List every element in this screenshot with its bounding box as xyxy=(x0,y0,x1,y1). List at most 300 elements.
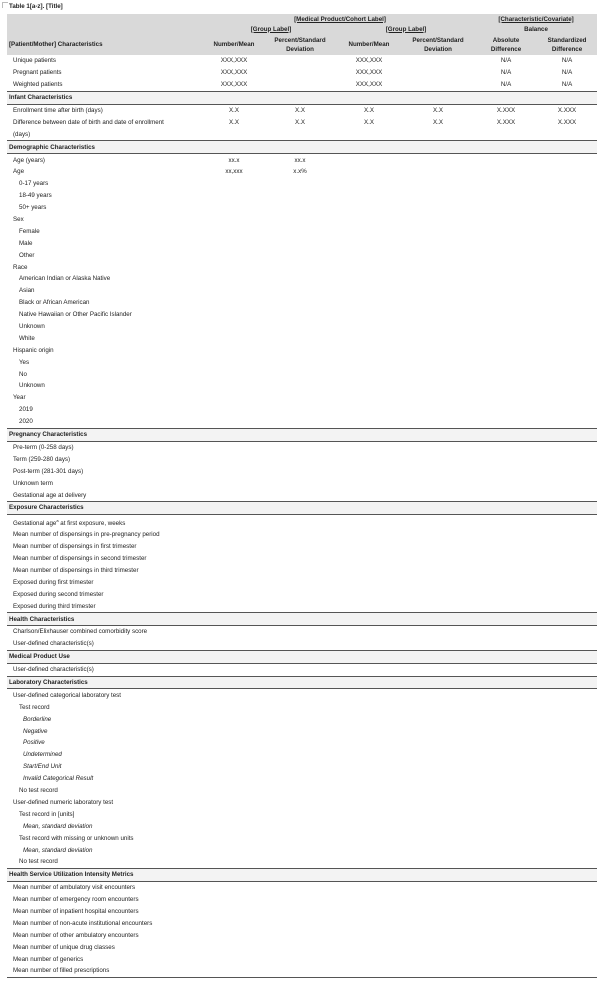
table-row xyxy=(7,965,597,977)
table-row xyxy=(7,725,597,737)
value-cell xyxy=(401,368,475,380)
page-corner-mark xyxy=(2,2,8,8)
table-row xyxy=(7,663,597,676)
value-cell xyxy=(205,453,263,465)
value-cell xyxy=(263,626,337,638)
value-cell xyxy=(337,321,401,333)
value-cell xyxy=(263,285,337,297)
row-label: Mean, standard deviation xyxy=(23,846,93,854)
value-cell xyxy=(537,273,597,285)
value-cell xyxy=(401,128,475,140)
section-title: Health Characteristics xyxy=(7,613,597,626)
value-cell xyxy=(337,881,401,893)
table-header xyxy=(7,14,597,55)
table-row xyxy=(7,953,597,965)
pct-sd-header-1: Percent/Standard Deviation xyxy=(263,34,337,55)
value-cell xyxy=(475,321,537,333)
row-label: Mean number of dispensings in third trimester xyxy=(13,567,139,575)
value-cell xyxy=(475,588,537,600)
value-cell xyxy=(205,965,263,977)
value-cell xyxy=(337,894,401,906)
value-cell xyxy=(475,725,537,737)
value-cell xyxy=(401,249,475,261)
value-cell xyxy=(205,701,263,713)
value-cell xyxy=(205,356,263,368)
value-cell xyxy=(401,202,475,214)
number-mean-header-2: Number/Mean xyxy=(337,34,401,55)
value-cell xyxy=(475,237,537,249)
value-cell xyxy=(337,214,401,226)
table-row xyxy=(7,249,597,261)
value-cell xyxy=(475,953,537,965)
value-cell xyxy=(401,166,475,178)
value-cell xyxy=(263,55,337,67)
table-row xyxy=(7,344,597,356)
value-cell xyxy=(401,600,475,612)
value-cell xyxy=(263,178,337,190)
value-cell: N/A xyxy=(500,81,512,89)
value-cell xyxy=(537,906,597,918)
row-label: Test record xyxy=(19,703,50,711)
value-cell xyxy=(205,297,263,309)
value-cell: X.X xyxy=(229,107,239,114)
value-cell xyxy=(475,344,537,356)
section-title: Exposure Characteristics xyxy=(7,501,597,514)
value-cell xyxy=(205,689,263,701)
value-cell xyxy=(401,553,475,565)
value-cell xyxy=(263,737,337,749)
value-cell xyxy=(401,808,475,820)
value-cell xyxy=(475,626,537,638)
value-cell xyxy=(537,416,597,428)
row-label: User-defined characteristic(s) xyxy=(13,666,94,674)
value-cell: X.XXX xyxy=(557,107,577,114)
value-cell xyxy=(537,588,597,600)
table-row xyxy=(7,820,597,832)
row-label: Test record in [units] xyxy=(19,810,75,818)
value-cell xyxy=(337,725,401,737)
value-cell xyxy=(401,906,475,918)
value-cell xyxy=(475,309,537,321)
value-cell xyxy=(537,190,597,202)
value-cell xyxy=(337,380,401,392)
value-cell xyxy=(205,237,263,249)
table-row xyxy=(7,541,597,553)
row-label: No test record xyxy=(19,787,58,795)
row-label: No xyxy=(19,370,27,378)
value-cell: N/A xyxy=(500,57,512,65)
value-cell xyxy=(401,79,475,91)
value-cell xyxy=(205,761,263,773)
value-cell: XXX,XXX xyxy=(220,81,248,89)
table-row xyxy=(7,489,597,501)
characteristics-table xyxy=(7,14,597,978)
value-cell xyxy=(475,190,537,202)
value-cell xyxy=(401,917,475,929)
value-cell xyxy=(263,489,337,501)
value-cell xyxy=(263,761,337,773)
value-cell xyxy=(205,588,263,600)
table-row xyxy=(7,214,597,226)
row-label: Unknown xyxy=(19,382,45,390)
value-cell xyxy=(263,404,337,416)
row-label: 2020 xyxy=(19,418,33,426)
row-label: Test record with missing or unknown units xyxy=(19,834,134,842)
table-row xyxy=(7,190,597,202)
value-cell xyxy=(205,477,263,489)
table-row xyxy=(7,808,597,820)
value-cell xyxy=(205,309,263,321)
table-row xyxy=(7,154,597,166)
value-cell xyxy=(205,941,263,953)
value-cell xyxy=(475,761,537,773)
value-cell xyxy=(475,178,537,190)
value-cell xyxy=(337,553,401,565)
value-cell xyxy=(475,929,537,941)
value-cell xyxy=(205,529,263,541)
table-row xyxy=(7,832,597,844)
row-label: Exposed during first trimester xyxy=(13,578,94,586)
value-cell xyxy=(537,600,597,612)
table-row xyxy=(7,297,597,309)
value-cell xyxy=(401,941,475,953)
value-cell xyxy=(475,465,537,477)
value-cell xyxy=(263,261,337,273)
value-cell xyxy=(537,565,597,577)
row-label: Mean number of dispensings in pre-pregnancy period xyxy=(13,531,160,539)
value-cell xyxy=(263,906,337,918)
balance-group-header: [Characteristic/Covariate] xyxy=(475,14,597,24)
value-cell xyxy=(205,881,263,893)
value-cell xyxy=(475,576,537,588)
value-cell xyxy=(337,663,401,676)
value-cell xyxy=(537,737,597,749)
value-cell xyxy=(337,856,401,868)
value-cell xyxy=(263,820,337,832)
value-cell xyxy=(401,737,475,749)
value-cell xyxy=(401,761,475,773)
value-cell xyxy=(337,576,401,588)
value-cell xyxy=(475,214,537,226)
value-cell xyxy=(205,380,263,392)
value-cell xyxy=(337,416,401,428)
value-cell: X.XXX xyxy=(496,118,516,126)
value-cell xyxy=(263,190,337,202)
row-label: Exposed during second trimester xyxy=(13,590,104,598)
value-cell xyxy=(401,55,475,67)
row-label: 50+ years xyxy=(19,204,47,212)
value-cell xyxy=(475,154,537,166)
value-cell xyxy=(205,553,263,565)
table-row xyxy=(7,588,597,600)
row-label: Undetermined xyxy=(23,751,62,759)
row-label: Age xyxy=(13,168,25,176)
value-cell xyxy=(537,529,597,541)
value-cell xyxy=(537,344,597,356)
value-cell xyxy=(337,166,401,178)
value-cell xyxy=(263,392,337,404)
value-cell: X.X xyxy=(295,107,305,114)
table-row xyxy=(7,392,597,404)
section-header-row xyxy=(7,676,597,689)
row-label: Mean number of non-acute institutional encounters xyxy=(13,919,153,927)
row-label: Mean number of dispensings in first trimester xyxy=(13,543,137,551)
value-cell xyxy=(475,541,537,553)
value-cell xyxy=(263,332,337,344)
value-cell xyxy=(537,392,597,404)
section-title: Health Service Utilization Intensity Metrics xyxy=(7,868,597,881)
value-cell xyxy=(401,701,475,713)
row-label: Positive xyxy=(23,739,45,747)
table-row xyxy=(7,626,597,638)
row-label: Other xyxy=(19,251,35,259)
row-label: Negative xyxy=(23,727,48,735)
value-cell xyxy=(401,514,475,529)
value-cell: xx,xxx xyxy=(225,168,243,176)
value-cell xyxy=(263,689,337,701)
value-cell xyxy=(537,261,597,273)
value-cell xyxy=(337,453,401,465)
row-label: User-defined numeric laboratory test xyxy=(13,798,114,806)
value-cell xyxy=(475,906,537,918)
value-cell xyxy=(263,514,337,529)
value-cell xyxy=(537,154,597,166)
row-label: Post-term (281-301 days) xyxy=(13,467,84,475)
value-cell xyxy=(475,249,537,261)
table-row xyxy=(7,689,597,701)
value-cell xyxy=(263,663,337,676)
value-cell xyxy=(537,881,597,893)
row-label: Year xyxy=(13,394,26,402)
number-mean-header-1: Number/Mean xyxy=(205,34,263,55)
value-cell xyxy=(205,441,263,453)
table-row xyxy=(7,261,597,273)
value-cell xyxy=(337,689,401,701)
value-cell xyxy=(401,820,475,832)
value-cell xyxy=(401,576,475,588)
value-cell xyxy=(263,749,337,761)
value-cell xyxy=(205,808,263,820)
value-cell xyxy=(401,713,475,725)
value-cell xyxy=(205,368,263,380)
value-cell xyxy=(401,285,475,297)
value-cell: XXX,XXX xyxy=(220,69,248,77)
value-cell xyxy=(337,965,401,977)
value-cell xyxy=(537,309,597,321)
table-row xyxy=(7,844,597,856)
value-cell xyxy=(337,344,401,356)
table-row xyxy=(7,356,597,368)
row-label: Mean, standard deviation xyxy=(23,822,93,830)
value-cell xyxy=(401,894,475,906)
value-cell xyxy=(337,588,401,600)
value-cell xyxy=(337,785,401,797)
value-cell xyxy=(205,416,263,428)
table-row xyxy=(7,404,597,416)
row-label: Charlson/Elixhauser combined comorbidity score xyxy=(13,628,148,636)
value-cell xyxy=(401,404,475,416)
value-cell xyxy=(475,553,537,565)
row-label: Pregnant patients xyxy=(13,69,62,77)
value-cell xyxy=(401,626,475,638)
value-cell xyxy=(337,953,401,965)
value-cell xyxy=(263,881,337,893)
section-header-row xyxy=(7,428,597,441)
value-cell xyxy=(337,626,401,638)
value-cell xyxy=(537,626,597,638)
value-cell xyxy=(263,128,337,140)
value-cell xyxy=(337,202,401,214)
value-cell: X.X xyxy=(364,118,374,126)
row-label: Hispanic origin xyxy=(13,346,54,354)
table-row xyxy=(7,929,597,941)
value-cell xyxy=(537,202,597,214)
value-cell xyxy=(263,67,337,79)
row-label: Mean number of generics xyxy=(13,955,84,963)
value-cell xyxy=(205,894,263,906)
value-cell xyxy=(263,808,337,820)
value-cell xyxy=(263,725,337,737)
value-cell xyxy=(475,881,537,893)
value-cell xyxy=(205,565,263,577)
value-cell: X.X xyxy=(433,118,444,126)
value-cell xyxy=(401,881,475,893)
value-cell xyxy=(337,237,401,249)
value-cell xyxy=(475,273,537,285)
value-cell xyxy=(475,380,537,392)
value-cell xyxy=(337,356,401,368)
value-cell xyxy=(537,965,597,977)
value-cell xyxy=(401,489,475,501)
value-cell xyxy=(537,808,597,820)
value-cell xyxy=(537,832,597,844)
value-cell xyxy=(537,380,597,392)
value-cell xyxy=(475,917,537,929)
value-cell xyxy=(337,713,401,725)
value-cell xyxy=(337,565,401,577)
table-row xyxy=(7,881,597,893)
row-label: Start/End Unit xyxy=(23,763,62,771)
value-cell: xx.x xyxy=(228,156,240,164)
value-cell xyxy=(263,713,337,725)
value-cell xyxy=(205,832,263,844)
value-cell xyxy=(205,663,263,676)
section-title: Demographic Characteristics xyxy=(7,141,597,154)
table-body xyxy=(7,55,597,977)
value-cell xyxy=(537,166,597,178)
value-cell xyxy=(401,785,475,797)
value-cell xyxy=(401,565,475,577)
value-cell xyxy=(337,737,401,749)
value-cell xyxy=(205,725,263,737)
value-cell xyxy=(401,529,475,541)
row-label: Unknown xyxy=(19,323,45,331)
row-label: Borderline xyxy=(23,715,52,723)
value-cell xyxy=(401,309,475,321)
value-cell xyxy=(475,808,537,820)
value-cell xyxy=(263,465,337,477)
value-cell: x.x% xyxy=(293,168,307,176)
value-cell xyxy=(263,214,337,226)
value-cell xyxy=(337,773,401,785)
section-header-row xyxy=(7,91,597,104)
value-cell xyxy=(537,178,597,190)
value-cell: N/A xyxy=(561,57,573,65)
value-cell xyxy=(263,368,337,380)
value-cell xyxy=(475,941,537,953)
header-blank-2 xyxy=(7,24,205,34)
value-cell xyxy=(401,588,475,600)
value-cell xyxy=(401,332,475,344)
value-cell xyxy=(475,965,537,977)
row-label: 0-17 years xyxy=(19,180,49,188)
value-cell xyxy=(205,261,263,273)
value-cell xyxy=(475,844,537,856)
table-row xyxy=(7,273,597,285)
value-cell xyxy=(263,541,337,553)
value-cell xyxy=(337,832,401,844)
value-cell xyxy=(401,261,475,273)
table-row xyxy=(7,128,597,140)
value-cell xyxy=(401,725,475,737)
value-cell xyxy=(263,701,337,713)
value-cell xyxy=(337,465,401,477)
row-label: 2019 xyxy=(19,406,33,414)
value-cell xyxy=(401,380,475,392)
value-cell xyxy=(475,713,537,725)
value-cell xyxy=(475,166,537,178)
value-cell xyxy=(475,392,537,404)
section-header-row xyxy=(7,868,597,881)
value-cell xyxy=(475,529,537,541)
value-cell xyxy=(337,392,401,404)
value-cell xyxy=(537,844,597,856)
value-cell xyxy=(475,332,537,344)
value-cell xyxy=(205,856,263,868)
table-row xyxy=(7,529,597,541)
value-cell xyxy=(475,856,537,868)
value-cell: N/A xyxy=(561,69,573,77)
table-title: Table 1[a-z]. [Title] xyxy=(9,3,63,10)
value-cell xyxy=(337,368,401,380)
value-cell xyxy=(263,477,337,489)
value-cell xyxy=(205,128,263,140)
row-label: No test record xyxy=(19,858,58,866)
value-cell xyxy=(401,465,475,477)
value-cell xyxy=(337,917,401,929)
value-cell: XXX,XXX xyxy=(355,57,383,65)
value-cell xyxy=(475,261,537,273)
table-row xyxy=(7,285,597,297)
value-cell xyxy=(337,906,401,918)
value-cell xyxy=(537,465,597,477)
value-cell xyxy=(401,273,475,285)
value-cell xyxy=(337,820,401,832)
row-label: Mean number of dispensings in second trimester xyxy=(13,555,147,563)
row-label: User-defined characteristic(s) xyxy=(13,640,94,648)
row-label: Yes xyxy=(19,358,30,366)
value-cell xyxy=(475,820,537,832)
table-row xyxy=(7,894,597,906)
value-cell xyxy=(401,929,475,941)
value-cell xyxy=(337,701,401,713)
value-cell xyxy=(475,701,537,713)
value-cell xyxy=(337,261,401,273)
value-cell xyxy=(475,894,537,906)
value-cell xyxy=(263,773,337,785)
value-cell xyxy=(263,553,337,565)
value-cell xyxy=(205,929,263,941)
